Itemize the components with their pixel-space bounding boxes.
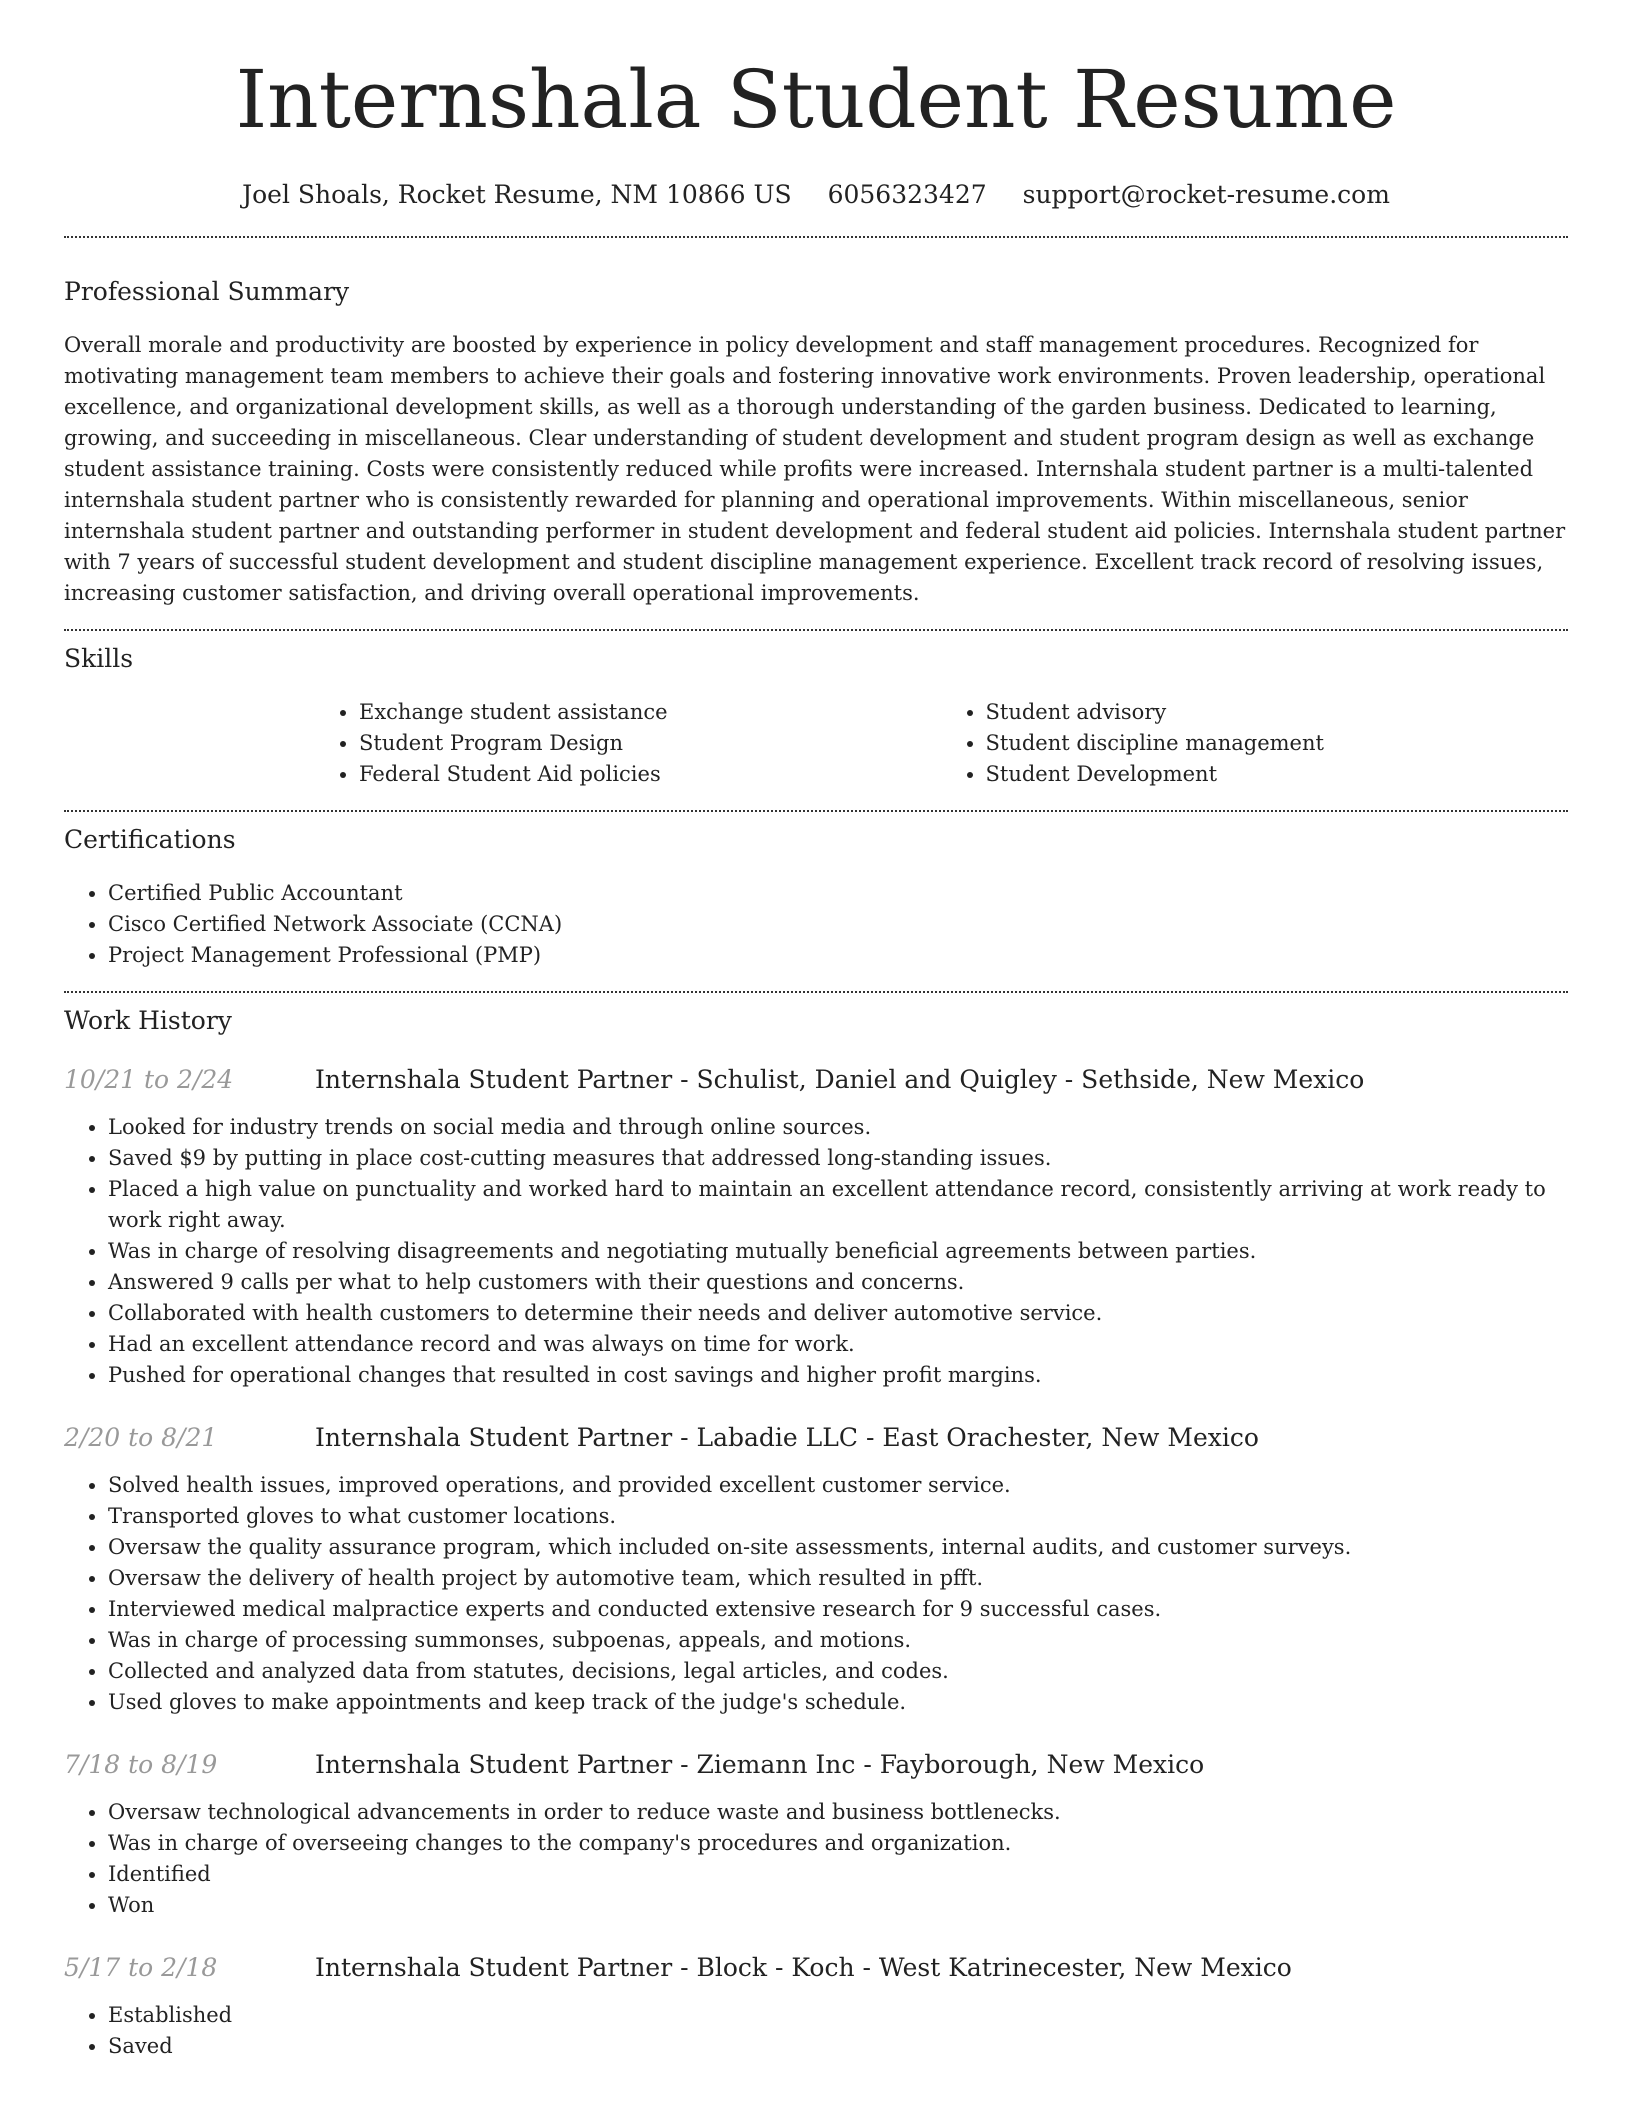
job-bullets xyxy=(64,1470,1568,1718)
job-bullet: • Pushed for operational changes that resulted in cost savings and higher profit margins. xyxy=(108,1360,1568,1391)
skill-item: • Student discipline management xyxy=(986,728,1569,759)
job-entry xyxy=(64,1421,1568,1718)
job-bullet: • Had an excellent attendance record and was always on time for work. xyxy=(108,1329,1568,1360)
certification-item: • Cisco Certified Network Associate (CCNA) xyxy=(108,909,1568,940)
divider-certifications xyxy=(64,991,1568,993)
job-bullet: • Transported gloves to what customer locations. xyxy=(108,1501,1568,1532)
job-bullet: • Interviewed medical malpractice experts and conducted extensive research for 9 successful cases. xyxy=(108,1594,1568,1625)
skill-item: • Student advisory xyxy=(986,697,1569,728)
skill-item: • Federal Student Aid policies xyxy=(359,759,942,790)
job-bullet: • Used gloves to make appointments and keep track of the judge's schedule. xyxy=(108,1687,1568,1718)
job-bullet: • Saved $9 by putting in place cost-cutting measures that addressed long-standing issues. xyxy=(108,1143,1568,1174)
divider-skills xyxy=(64,810,1568,812)
skill-item: • Student Program Design xyxy=(359,728,942,759)
job-bullets xyxy=(64,1797,1568,1921)
job-date: 2/20 to 8/21 xyxy=(64,1423,218,1452)
job-title: Internshala Student Partner - Ziemann Inc - Fayborough, New Mexico xyxy=(315,1750,1205,1779)
skills-list-right xyxy=(942,697,1569,790)
job-bullet: • Solved health issues, improved operations, and provided excellent customer service. xyxy=(108,1470,1568,1501)
skills-list-left xyxy=(315,697,942,790)
section-heading-skills: Skills xyxy=(64,644,134,673)
contact-email: support@rocket-resume.com xyxy=(1022,180,1390,209)
job-bullet: • Placed a high value on punctuality and worked hard to maintain an excellent attendance record, consistently arriving at work ready to work right away. xyxy=(108,1174,1568,1236)
job-date: 7/18 to 8/19 xyxy=(64,1750,218,1779)
contact-phone: 6056323427 xyxy=(827,180,987,209)
job-title: Internshala Student Partner - Labadie LLC - East Orachester, New Mexico xyxy=(315,1423,1259,1452)
skill-item: • Exchange student assistance xyxy=(359,697,942,728)
job-bullet: • Saved xyxy=(108,2031,1568,2062)
skill-item: • Student Development xyxy=(986,759,1569,790)
job-title: Internshala Student Partner - Block - Koch - West Katrinecester, New Mexico xyxy=(315,1953,1292,1982)
job-header xyxy=(64,1951,1568,1985)
job-bullet: • Was in charge of resolving disagreements and negotiating mutually beneficial agreements between parties. xyxy=(108,1236,1568,1267)
certification-item: • Project Management Professional (PMP) xyxy=(108,940,1568,971)
contact-line xyxy=(64,178,1568,212)
job-bullets xyxy=(64,1112,1568,1391)
skills-section xyxy=(64,642,1568,790)
resume-page xyxy=(64,0,1568,2062)
resume-title: Internshala Student Resume xyxy=(235,53,1397,146)
job-entry xyxy=(64,1063,1568,1391)
job-bullet: • Won xyxy=(108,1890,1568,1921)
divider-header xyxy=(64,236,1568,238)
job-date: 5/17 to 2/18 xyxy=(64,1953,218,1982)
job-bullet: • Oversaw technological advancements in order to reduce waste and business bottlenecks. xyxy=(108,1797,1568,1828)
section-heading-summary: Professional Summary xyxy=(64,277,350,306)
job-title: Internshala Student Partner - Schulist, Daniel and Quigley - Sethside, New Mexico xyxy=(315,1065,1365,1094)
job-bullet: • Identified xyxy=(108,1859,1568,1890)
job-bullet: • Oversaw the delivery of health project by automotive team, which resulted in pfft. xyxy=(108,1563,1568,1594)
summary-text: Overall morale and productivity are boosted by experience in policy development and staff management procedures. Recognized for motivating management team members to achieve their goals and fostering innovative work environments. Proven leadership, operational excellence, and organizational development skills, as well as a thorough understanding of the garden business. Dedicated to learning, growing, and succeeding in miscellaneous. Clear understanding of student development and student program design as well as exchange student assistance training. Costs were consistently reduced while profits were increased. Internshala student partner is a multi-talented internshala student partner who is consistently rewarded for planning and operational improvements. Within miscellaneous, senior internshala student partner and outstanding performer in student development and federal student aid policies. Internshala student partner with 7 years of successful student development and student discipline management experience. Excellent track record of resolving issues, increasing customer satisfaction, and driving overall operational improvements. xyxy=(64,333,1566,605)
divider-summary xyxy=(64,629,1568,631)
work-section xyxy=(64,1004,1568,2062)
job-header xyxy=(64,1063,1568,1097)
section-heading-work: Work History xyxy=(64,1006,232,1035)
job-bullet: • Collected and analyzed data from statutes, decisions, legal articles, and codes. xyxy=(108,1656,1568,1687)
job-bullet: • Oversaw the quality assurance program, which included on-site assessments, internal audits, and customer surveys. xyxy=(108,1532,1568,1563)
certifications-section xyxy=(64,823,1568,971)
job-bullets xyxy=(64,2000,1568,2062)
job-bullet: • Was in charge of processing summonses, subpoenas, appeals, and motions. xyxy=(108,1625,1568,1656)
skills-grid xyxy=(315,697,1568,790)
summary-section xyxy=(64,275,1568,609)
contact-address: Joel Shoals, Rocket Resume, NM 10866 US xyxy=(242,180,792,209)
job-bullet: • Was in charge of overseeing changes to the company's procedures and organization. xyxy=(108,1828,1568,1859)
job-header xyxy=(64,1421,1568,1455)
job-bullet: • Answered 9 calls per what to help customers with their questions and concerns. xyxy=(108,1267,1568,1298)
job-bullet: • Collaborated with health customers to determine their needs and deliver automotive service. xyxy=(108,1298,1568,1329)
section-heading-certifications: Certifications xyxy=(64,825,236,854)
job-entry xyxy=(64,1951,1568,2062)
job-bullet: • Looked for industry trends on social media and through online sources. xyxy=(108,1112,1568,1143)
job-date: 10/21 to 2/24 xyxy=(64,1065,234,1094)
job-header xyxy=(64,1748,1568,1782)
job-entry xyxy=(64,1748,1568,1921)
job-bullet: • Established xyxy=(108,2000,1568,2031)
certification-item: • Certified Public Accountant xyxy=(108,878,1568,909)
certifications-list xyxy=(64,878,1568,971)
